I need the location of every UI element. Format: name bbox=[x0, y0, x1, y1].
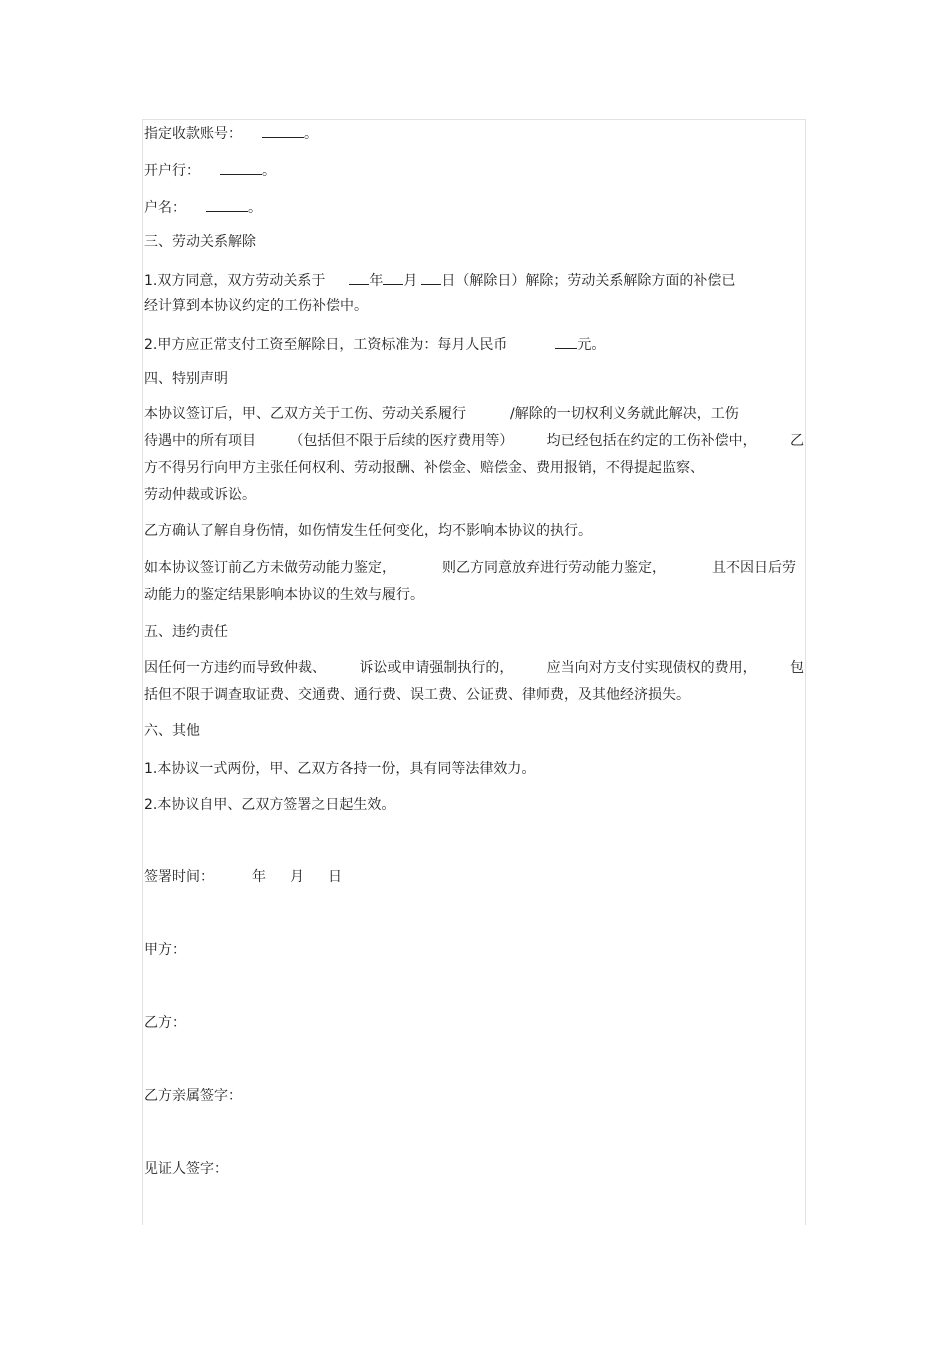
year-blank bbox=[349, 272, 369, 285]
section5-line2: 括但不限于调查取证费、交通费、通行费、误工费、公证费、律师费，及其他经济损失。 bbox=[144, 687, 690, 703]
section5-heading: 五、违约责任 bbox=[144, 624, 228, 640]
p3-text: 如本协议签订前乙方未做劳动能力鉴定， bbox=[144, 560, 396, 576]
sign-month: 月 bbox=[290, 869, 304, 885]
bank-line bbox=[144, 162, 276, 179]
month-blank bbox=[383, 272, 403, 285]
p3-text: 则乙方同意放弃进行劳动能力鉴定， bbox=[442, 560, 666, 576]
name-label: 户名： bbox=[144, 200, 186, 216]
item2-text: 2.甲方应正常支付工资至解除日，工资标准为：每月人民币 bbox=[144, 337, 508, 353]
party-a-label: 甲方： bbox=[144, 942, 186, 958]
month-text: 月 bbox=[403, 273, 418, 289]
section4-p1-line4: 劳动仲裁或诉讼。 bbox=[144, 487, 256, 503]
section4-p3-line1 bbox=[144, 560, 796, 576]
section4-p1-line2 bbox=[144, 433, 804, 449]
party-b-label: 乙方： bbox=[144, 1015, 186, 1031]
p1-text: （包括但不限于后续的医疗费用等） bbox=[289, 433, 514, 449]
day-blank bbox=[421, 272, 441, 285]
bank-label: 开户行： bbox=[144, 163, 200, 179]
account-line bbox=[144, 125, 318, 142]
s5-text: 诉讼或申请强制执行的， bbox=[359, 660, 514, 676]
section4-p1-line1 bbox=[144, 406, 739, 422]
section3-item2 bbox=[144, 336, 605, 353]
section5-line1 bbox=[144, 660, 804, 676]
year-text: 年 bbox=[369, 273, 384, 289]
end-mark: 。 bbox=[248, 200, 262, 216]
p1-text: 待遇中的所有项目 bbox=[144, 433, 256, 449]
sign-day: 日 bbox=[328, 869, 342, 885]
end-mark: 。 bbox=[304, 126, 318, 142]
end-mark: 。 bbox=[262, 163, 276, 179]
sign-date-line bbox=[144, 869, 342, 885]
day-text: 日（解除日）解除；劳动关系解除方面的补偿已 bbox=[441, 273, 736, 289]
section3-heading: 三、劳动关系解除 bbox=[144, 234, 256, 250]
name-line bbox=[144, 199, 262, 216]
item2-unit: 元。 bbox=[577, 337, 606, 353]
item1-text: 1.双方同意，双方劳动关系于 bbox=[144, 273, 326, 289]
p1-text: 乙 bbox=[789, 433, 804, 449]
witness-sign-label: 见证人签字： bbox=[144, 1161, 228, 1177]
bank-blank bbox=[220, 162, 262, 175]
section4-p2: 乙方确认了解自身伤情，如伤情发生任何变化，均不影响本协议的执行。 bbox=[144, 523, 592, 539]
s5-text: 因任何一方违约而导致仲裁、 bbox=[144, 660, 326, 676]
section4-p1-line3: 方不得另行向甲方主张任何权利、劳动报酬、补偿金、赔偿金、费用报销，不得提起监察、 bbox=[144, 460, 704, 476]
section4-p3-line2: 动能力的鉴定结果影响本协议的生效与履行。 bbox=[144, 587, 424, 603]
sign-year: 年 bbox=[252, 869, 266, 885]
section6-item1: 1.本协议一式两份，甲、乙双方各持一份，具有同等法律效力。 bbox=[144, 761, 536, 777]
section3-item1-line1 bbox=[144, 272, 735, 289]
name-blank bbox=[206, 199, 248, 212]
account-blank bbox=[262, 125, 304, 138]
s5-text: 应当向对方支付实现债权的费用， bbox=[546, 660, 757, 676]
p1-text: /解除的一切权利义务就此解决，工伤 bbox=[510, 406, 739, 422]
p3-text: 且不因日后劳 bbox=[712, 560, 796, 576]
wage-blank bbox=[555, 336, 577, 349]
section6-item2: 2.本协议自甲、乙双方签署之日起生效。 bbox=[144, 797, 396, 813]
section3-item1-line2: 经计算到本协议约定的工伤补偿中。 bbox=[144, 298, 368, 314]
account-label: 指定收款账号： bbox=[144, 126, 242, 142]
relative-sign-label: 乙方亲属签字： bbox=[144, 1088, 242, 1104]
section6-heading: 六、其他 bbox=[144, 723, 200, 739]
s5-text: 包 bbox=[789, 660, 804, 676]
p1-text: 本协议签订后，甲、乙双方关于工伤、劳动关系履行 bbox=[144, 406, 466, 422]
p1-text: 均已经包括在约定的工伤补偿中， bbox=[546, 433, 757, 449]
section4-heading: 四、特别声明 bbox=[144, 371, 228, 387]
sign-date-label: 签署时间： bbox=[144, 869, 214, 885]
